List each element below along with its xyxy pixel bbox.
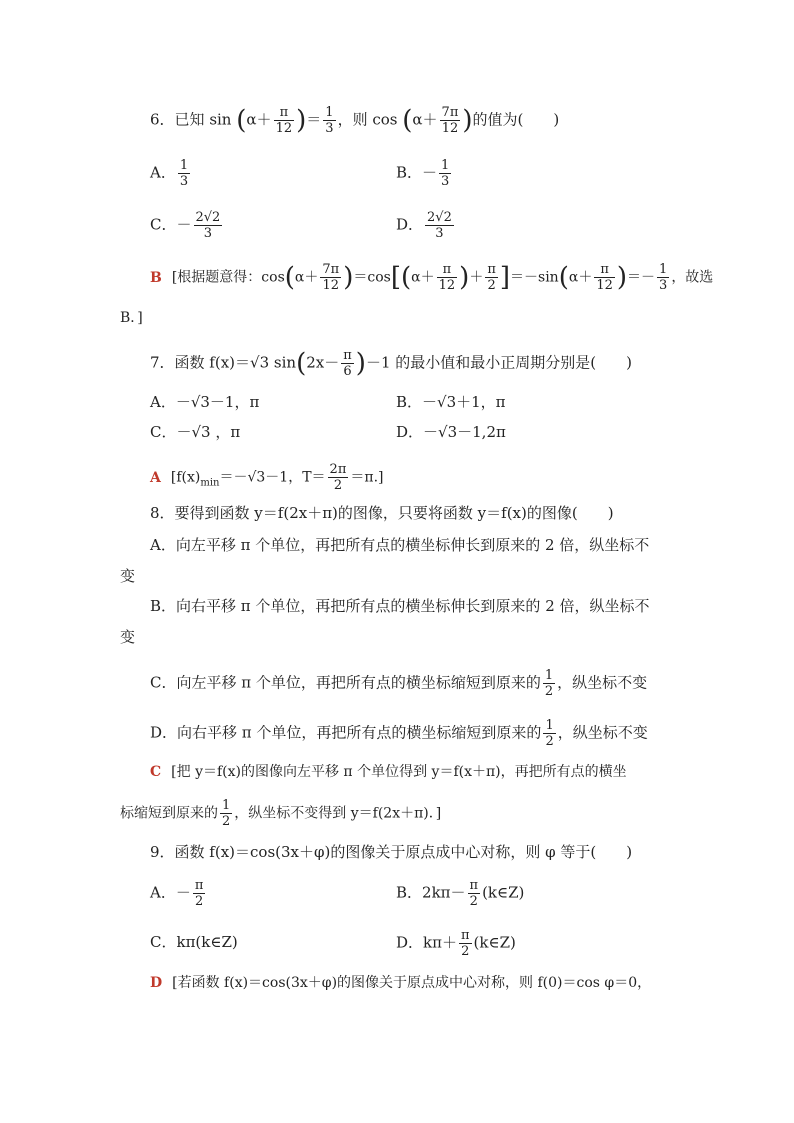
q6-alpha: α＋ — [246, 110, 272, 129]
q6-solution-cont: B．] — [120, 310, 143, 326]
option-label: B．2kπ－ — [396, 883, 466, 902]
frac-den: 3 — [659, 278, 668, 293]
q6-number: 6． — [150, 110, 175, 129]
frac-den: 2 — [544, 684, 554, 699]
frac-den: 3 — [325, 121, 334, 136]
sol-text: [f(x) — [170, 469, 201, 486]
frac-den: 12 — [441, 121, 459, 136]
frac-num: 1 — [545, 718, 554, 733]
frac-den: 3 — [435, 226, 444, 241]
frac-num: π — [487, 262, 496, 277]
frac-den: 3 — [441, 174, 450, 189]
frac-den: 3 — [179, 174, 189, 189]
option-text: (k∈Z) — [482, 883, 525, 902]
fraction — [543, 668, 555, 699]
frac-num: 1 — [222, 798, 231, 813]
sol-text: ＝π.] — [350, 469, 384, 486]
sol-text: ＋ — [469, 269, 484, 286]
question-7-stem: 7．函数 f(x)＝√3 sin(2x－ $\frac{\pi}{6}$ )－1 的最小值和最小正周期分别是( ) — [150, 348, 632, 379]
q7-option-a: A．－√3－1，π — [150, 393, 260, 411]
q6-alpha: α＋ — [411, 269, 435, 286]
fraction — [439, 158, 451, 189]
sol-text: ＝－ — [627, 269, 656, 286]
sol-text: [根据题意得：cos — [171, 269, 285, 286]
q9-solution — [150, 973, 651, 993]
frac-num: π — [594, 262, 615, 278]
q7-solution — [150, 462, 384, 493]
fraction — [323, 105, 335, 136]
frac-den: 12 — [438, 278, 456, 293]
option-text: ，纵坐标不变 — [557, 723, 648, 742]
fraction — [274, 105, 295, 136]
frac-num: 2π — [329, 462, 347, 477]
frac-den: 2 — [333, 478, 343, 493]
q9-option-a — [150, 878, 207, 909]
frac-den: 12 — [596, 278, 613, 293]
option-label: A． — [150, 163, 176, 182]
frac-den: 2 — [469, 894, 478, 909]
q6-option-b — [396, 158, 453, 189]
option-text: C．向左平移 π 个单位，再把所有点的横坐标缩短到原来的 — [150, 673, 541, 692]
option-text: D．向右平移 π 个单位，再把所有点的横坐标缩短到原来的 — [150, 723, 542, 742]
q8-option-b-cont: 变 — [120, 628, 136, 646]
frac-num: π — [469, 878, 479, 893]
frac-num: π — [194, 878, 204, 893]
fraction — [425, 210, 454, 241]
fraction — [459, 928, 472, 959]
q6-then: ，则 cos — [337, 110, 398, 129]
fraction — [440, 105, 461, 136]
q6-intro: 已知 sin — [174, 110, 232, 129]
frac-num: 1 — [325, 105, 334, 120]
option-text: ，纵坐标不变 — [557, 673, 648, 692]
fraction — [437, 262, 458, 293]
question-9-stem: 9．函数 f(x)＝cos(3x＋φ)的图像关于原点成中心对称，则 φ 等于( ) — [150, 843, 633, 861]
q7-option-b: B．－√3＋1，π — [396, 393, 506, 411]
frac-num: 7π — [322, 262, 340, 277]
q8-option-b: B．向右平移 π 个单位，再把所有点的横坐标伸长到原来的 2 倍，纵坐标不 — [150, 597, 650, 615]
frac-num: π — [343, 348, 352, 363]
q8-option-a-cont: 变 — [120, 567, 136, 585]
fraction — [657, 262, 669, 293]
frac-num: π — [274, 105, 295, 121]
answer-letter: B — [150, 269, 162, 286]
sol-text: ，纵坐标不变得到 y＝f(2x＋π)．] — [234, 805, 442, 822]
q8-option-c — [150, 668, 647, 699]
frac-num: 2√2 — [427, 210, 452, 225]
frac-den: 2 — [487, 278, 496, 293]
neg-sign: － — [422, 163, 438, 182]
frac-num: 1 — [179, 158, 189, 173]
q8-solution — [150, 762, 627, 782]
fraction — [468, 878, 481, 909]
frac-num: 7π — [441, 105, 459, 120]
q7-tail: －1 的最小值和最小正周期分别是( ) — [365, 353, 632, 372]
sol-text: 标缩短到原来的 — [120, 805, 218, 822]
q7-option-c: C．－√3 ，π — [150, 423, 241, 441]
frac-den: 6 — [343, 364, 352, 379]
sol-text: [若函数 f(x)＝cos(3x＋φ)的图像关于原点成中心对称，则 f(0)＝cos φ＝0， — [172, 975, 652, 991]
fraction — [194, 210, 223, 241]
q6-alpha: α＋ — [294, 269, 319, 286]
sol-text: [把 y＝f(x)的图像向左平移 π 个单位得到 y＝f(x＋π)，再把所有点的横坐 — [171, 764, 627, 780]
q7-option-d: D．－√3－1,2π — [396, 423, 506, 441]
frac-den: 12 — [322, 278, 340, 293]
q6-alpha: α＋ — [568, 269, 593, 286]
fraction — [320, 262, 341, 293]
fraction — [193, 878, 206, 909]
frac-num: 1 — [544, 668, 554, 683]
fraction — [328, 462, 349, 493]
option-label: A．－ — [150, 883, 191, 902]
q9-option-c: C．kπ(k∈Z) — [150, 933, 238, 951]
q7-arg: 2x－ — [306, 353, 340, 372]
q6-option-d — [396, 210, 456, 241]
fraction — [594, 262, 615, 293]
q8-option-d — [150, 718, 648, 749]
frac-num: π — [437, 262, 458, 278]
frac-den: 2 — [222, 814, 231, 829]
sol-text: ，故选 — [671, 269, 714, 286]
q9-option-b — [396, 878, 524, 909]
sol-text: ＝－sin — [510, 269, 559, 286]
frac-den: 2 — [194, 894, 204, 909]
question-8-stem: 8．要得到函数 y＝f(2x＋π)的图像，只要将函数 y＝f(x)的图像( ) — [150, 504, 614, 522]
fraction — [341, 348, 354, 379]
option-label: B． — [396, 163, 423, 182]
fraction — [178, 158, 190, 189]
q6-eq: ＝ — [306, 110, 322, 129]
answer-letter: D — [150, 975, 163, 991]
q6-option-c — [150, 210, 224, 241]
frac-den: 2 — [545, 734, 554, 749]
frac-num: 1 — [441, 158, 450, 173]
q8-option-a: A．向左平移 π 个单位，再把所有点的横坐标伸长到原来的 2 倍，纵坐标不 — [150, 536, 650, 554]
option-text: (k∈Z) — [473, 933, 516, 952]
question-6-stem: 6．已知 sin (α＋ $\frac{\pi}{12}$ )＝ $\frac{1}{3}$ ，则 cos (α＋ $\frac{7\pi}{12}$ )的值为( ) — [150, 105, 560, 136]
sol-text: ＝－√3－1，T＝ — [219, 469, 326, 486]
answer-letter: C — [150, 764, 162, 780]
fraction — [485, 262, 498, 293]
q6-option-a — [150, 158, 192, 189]
q6-alpha: α＋ — [412, 110, 438, 129]
q9-option-d — [396, 928, 516, 959]
q6-solution: B [根据题意得：cos(α＋ $\frac{7\pi}{12}$ )＝cos[(α＋ $\frac{\pi}{12}$ )＋ $\frac{\pi}{2}$ ]＝－sin(α＋ $\frac{\pi}{12}$ )＝－ $\frac{1}{3}$ ，故选 — [150, 262, 714, 293]
option-label: D．kπ＋ — [396, 933, 457, 952]
q6-tail: 的值为( ) — [472, 110, 560, 129]
fraction — [220, 798, 232, 829]
frac-den: 12 — [275, 121, 293, 136]
fraction — [543, 718, 555, 749]
frac-num: π — [460, 928, 470, 943]
sol-subscript: min — [200, 477, 220, 489]
frac-den: 2 — [461, 944, 470, 959]
q8-solution-cont — [120, 798, 441, 829]
option-label: C． — [150, 215, 177, 234]
sol-text: ＝cos — [353, 269, 391, 286]
frac-num: 2√2 — [195, 210, 221, 225]
answer-letter: A — [150, 469, 161, 486]
option-label: D． — [396, 215, 424, 234]
frac-den: 3 — [203, 226, 213, 241]
neg-sign: － — [176, 215, 192, 234]
q7-stem-text: 7．函数 f(x)＝√3 sin — [150, 353, 297, 372]
frac-num: 1 — [659, 262, 668, 277]
